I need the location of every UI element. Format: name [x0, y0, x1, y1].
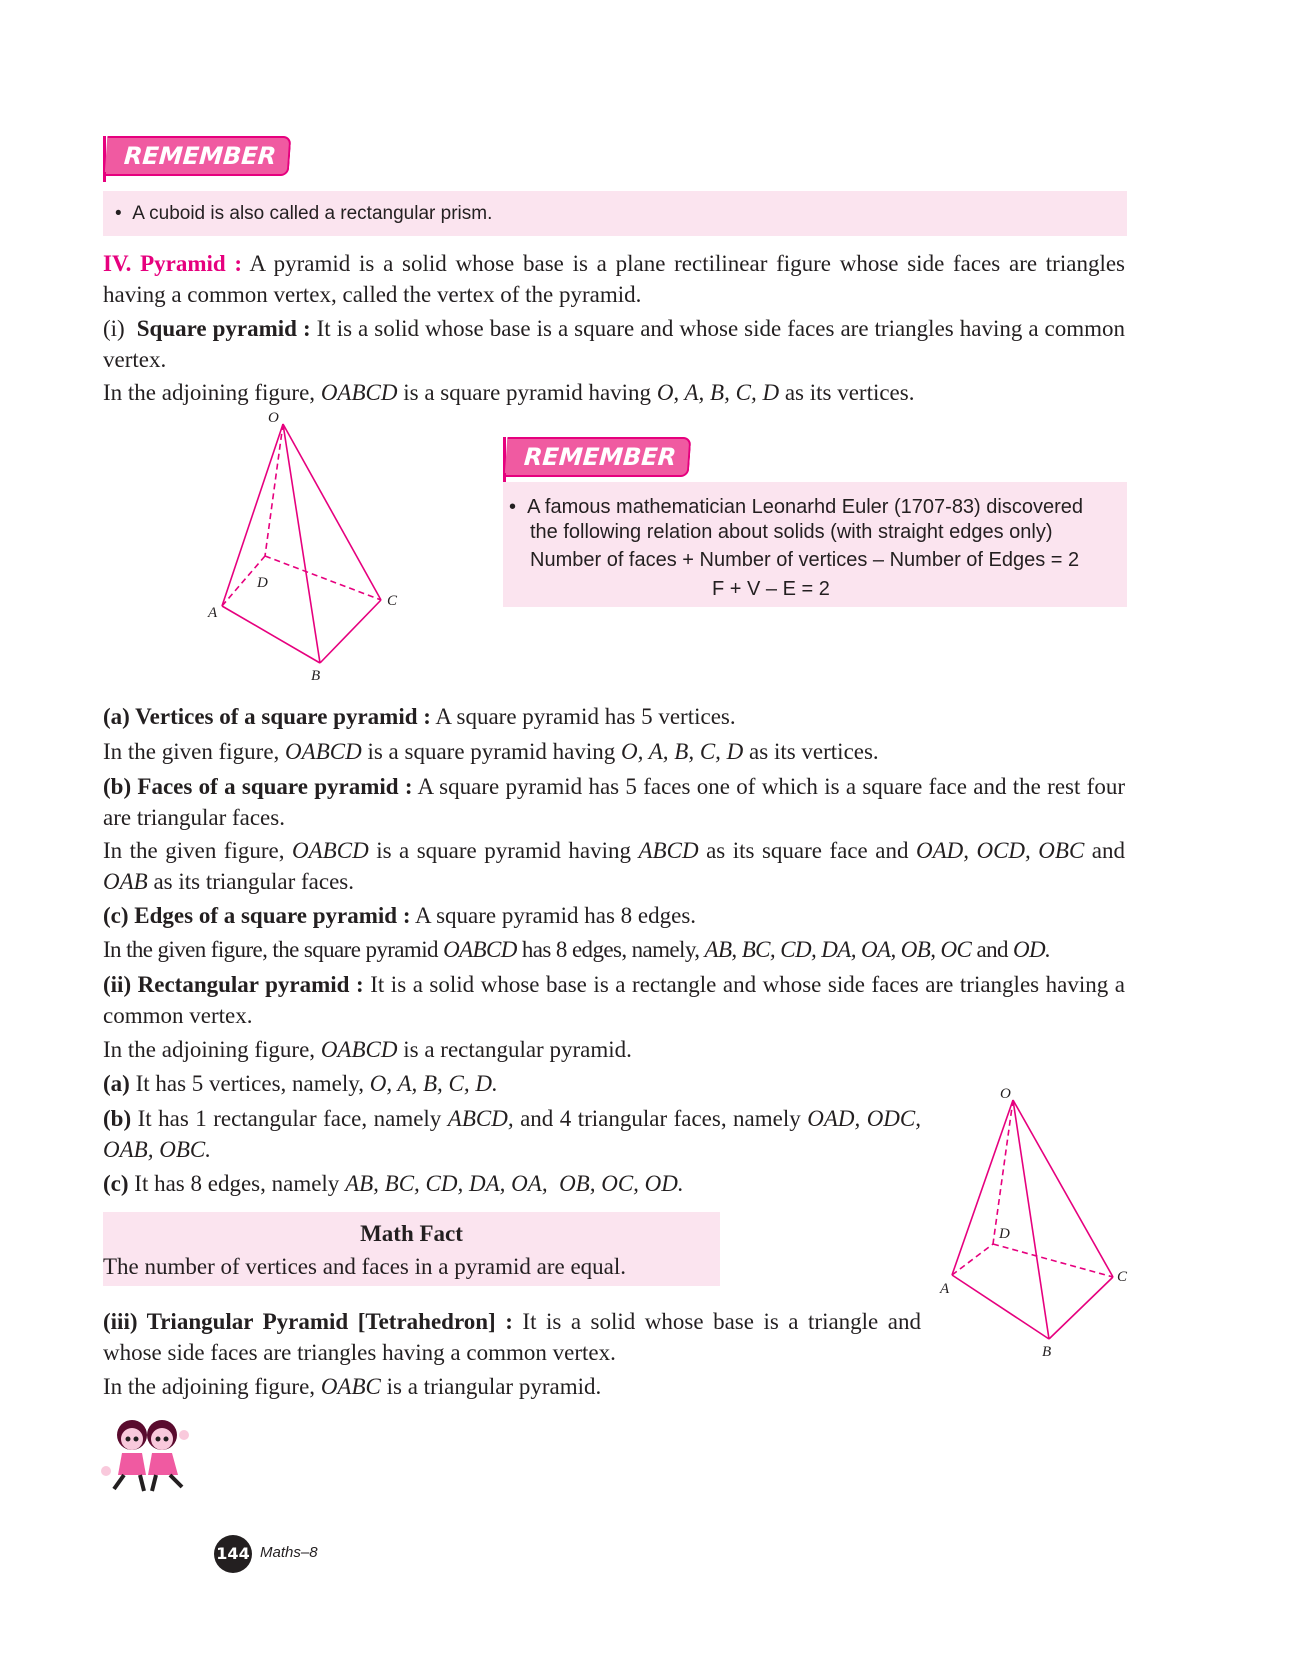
- edge-BC: [1049, 1277, 1113, 1339]
- tri-pyramid-definition: (iii) Triangular Pyramid [Tetrahedron] : It is a solid whose base is a triangle and whose side faces are triangles having a common vertex.: [103, 1309, 921, 1365]
- square-pyramid-adjoining: In the adjoining figure, OABCD is a square pyramid having O, A, B, C, D as its vertices.: [103, 380, 915, 405]
- rect-pyramid-definition: (ii) Rectangular pyramid : It is a solid whose base is a rectangle and whose side faces are triangles having a common vertex.: [103, 972, 1125, 1028]
- square-pyramid-definition: (i) Square pyramid : It is a solid whose base is a square and whose side faces are triangles having a common vertex.: [103, 316, 1126, 372]
- vertices-given-line: In the given figure, OABCD is a square pyramid having O, A, B, C, D as its vertices.: [103, 739, 879, 764]
- rectangular-pyramid-figure: [930, 1080, 1140, 1380]
- euler-line-1: • A famous mathematician Leonarhd Euler (1707-83) discovered: [509, 496, 1083, 518]
- rect-pyramid-a: (a) It has 5 vertices, namely, O, A, B, C, D.: [103, 1071, 498, 1096]
- edge-OB: [1013, 1100, 1049, 1339]
- edge-OC: [283, 424, 381, 600]
- rect-pyramid-adjoining: In the adjoining figure, OABCD is a rectangular pyramid.: [103, 1037, 632, 1062]
- math-fact-text: The number of vertices and faces in a pyramid are equal.: [103, 1254, 627, 1279]
- math-fact-box: [103, 1212, 720, 1286]
- edge-DC: [265, 556, 381, 600]
- remember-box-2: [503, 482, 1127, 607]
- square-pyramid-figure: [200, 410, 420, 700]
- edge-AB: [222, 606, 320, 663]
- kids-mascot-icon: [100, 1415, 195, 1495]
- edge-AB: [952, 1275, 1049, 1339]
- remember-stem: [103, 172, 106, 182]
- vertices-heading-line: (a) Vertices of a square pyramid : A square pyramid has 5 vertices.: [103, 704, 736, 729]
- remember-label: REMEMBER: [105, 136, 292, 176]
- fig2-label-D: D: [999, 1226, 1010, 1242]
- edges-given-line: In the given figure, the square pyramid OABCD has 8 edges, namely, AB, BC, CD, DA, OA, OB, OC and OD.: [103, 937, 1051, 962]
- remember-box-1: [103, 191, 1127, 236]
- math-fact-title: Math Fact: [360, 1221, 463, 1246]
- edge-OD: [265, 424, 283, 556]
- fig1-label-O: O: [268, 410, 279, 426]
- remember-tag-1: [103, 136, 278, 174]
- euler-line-2: the following relation about solids (with straight edges only): [530, 521, 1053, 543]
- fig1-label-D: D: [257, 575, 268, 591]
- bullet-icon: •: [509, 496, 528, 518]
- faces-given-line: In the given figure, OABCD is a square pyramid having ABCD as its square face and OAD, OCD, OBC and OAB as its triangular faces.: [103, 838, 1126, 894]
- rect-pyramid-b: (b) It has 1 rectangular face, namely ABCD, and 4 triangular faces, namely OAD, ODC, OAB, OBC.: [103, 1106, 922, 1162]
- square-pyramid-heading: Square pyramid :: [136, 316, 311, 341]
- edge-OD: [993, 1100, 1013, 1244]
- fig1-label-B: B: [311, 668, 321, 684]
- edge-OA: [222, 424, 283, 606]
- fig1-label-C: C: [387, 593, 398, 609]
- book-title: Maths–8: [260, 1544, 318, 1561]
- edge-OA: [952, 1100, 1013, 1275]
- edges-heading-line: (c) Edges of a square pyramid : A square pyramid has 8 edges.: [103, 903, 697, 928]
- pyramid-definition: IV. Pyramid : A pyramid is a solid whose base is a plane rectilinear figure whose side faces are triangles having a common vertex, called the vertex of the pyramid.: [103, 251, 1125, 307]
- fig1-label-A: A: [208, 605, 218, 621]
- fig2-label-O: O: [1000, 1086, 1011, 1102]
- edge-OC: [1013, 1100, 1113, 1277]
- fig2-label-C: C: [1117, 1269, 1128, 1285]
- rect-pyramid-c: (c) It has 8 edges, namely AB, BC, CD, DA, OA, OB, OC, OD.: [103, 1171, 684, 1196]
- edge-BC: [320, 600, 381, 663]
- pyramid-heading: IV. Pyramid :: [103, 251, 243, 276]
- remember-label: REMEMBER: [505, 437, 692, 477]
- fig2-label-A: A: [940, 1281, 950, 1297]
- page-number: 144: [214, 1535, 252, 1573]
- remember-tag-2: [503, 437, 678, 475]
- bullet-icon: •: [115, 203, 133, 224]
- edge-DC: [993, 1244, 1113, 1277]
- remember-bullet-1: • A cuboid is also called a rectangular prism.: [115, 203, 493, 224]
- edge-OB: [283, 424, 320, 663]
- euler-line-3: Number of faces + Number of vertices – Number of Edges = 2: [530, 549, 1080, 571]
- tri-pyramid-adjoining: In the adjoining figure, OABC is a triangular pyramid.: [103, 1374, 602, 1399]
- euler-formula: F + V – E = 2: [712, 578, 830, 600]
- fig2-label-B: B: [1042, 1344, 1052, 1360]
- faces-heading-line: (b) Faces of a square pyramid : A square pyramid has 5 faces one of which is a square face and the rest four are triangular faces.: [103, 774, 1125, 830]
